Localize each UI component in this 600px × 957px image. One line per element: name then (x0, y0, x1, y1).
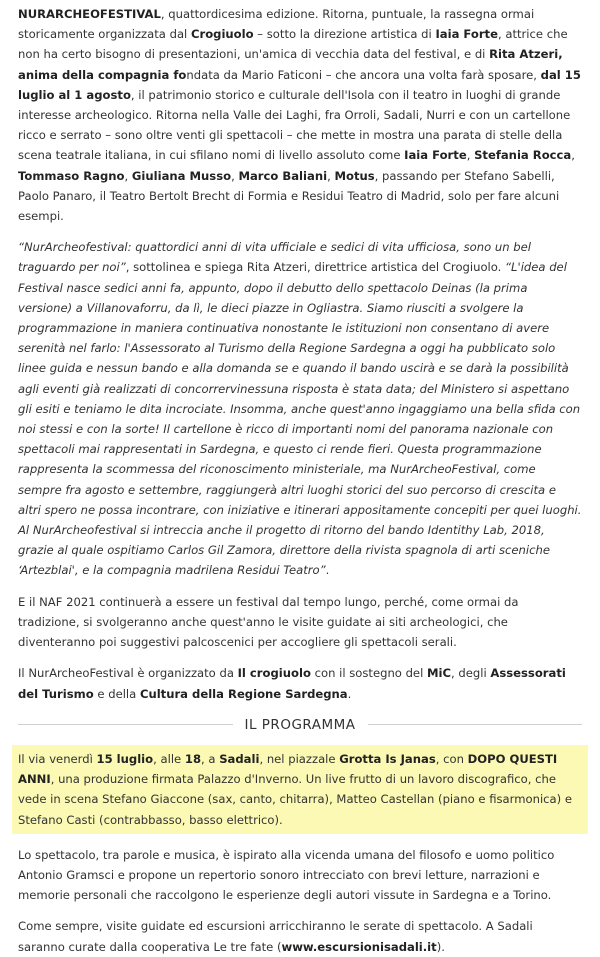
program-highlight: Il via venerdì 15 luglio, alle 18, a Sadali, nel piazzale Grotta Is Janas, con DOPO QUESTI ANNI, una produzione firmata Palazzo d'Inverno. Un live frutto di un lavoro discografico, che vede in scena Stefano Giaccone (sax, canto, chitarra), Matteo Castellan (piano e fisarmonica) e Stefano Casti (contrabbasso, basso elettrico). (12, 745, 588, 834)
naf-paragraph: E il NAF 2021 continuerà a essere un festival dal tempo lungo, perché, come ormai da tradizione, si svolgeranno anche quest'anno le visite guidate ai siti archeologici, che diventeranno poi suggestivi palcoscenici per accogliere gli spettacoli serali. (18, 594, 519, 650)
heading-rule-left (18, 724, 233, 725)
section-heading (18, 715, 582, 735)
festival-name: NURARCHEOFESTIVAL (18, 7, 161, 21)
intro-paragraph: NURARCHEOFESTIVAL, quattordicesima edizione. Ritorna, puntuale, la rassegna ormai storicamente organizzata dal Crogiuolo – sotto la direzione artistica di Iaia Forte, attrice che non ha certo bisogno di presentazioni, un'amica di vecchia data del festival, e di Rita Atzeri, anima della compagnia fondata da Mario Faticoni – che ancora una volta farà sposare, dal 15 luglio al 1 agosto, il patrimonio storico e culturale dell'Isola con il teatro in luoghi di grande interesse archeologico. Ritorna nella Valle dei Laghi, fra Orroli, Sadali, Nurri e con un cartellone ricco e serrato – sono oltre venti gli spettacoli – che mette in mostra una parata di stelle della scena teatrale italiana, in cui sfilano nomi di livello assoluto come Iaia Forte, Stefania Rocca, Tommaso Ragno, Giuliana Musso, Marco Baliani, Motus, passando per Stefano Sabelli, Paolo Panaro, il Teatro Bertolt Brecht di Formia e Residui Teatro di Madrid, solo per fare alcuni esempi. (18, 7, 581, 224)
section-heading-label: IL PROGRAMMA (244, 716, 356, 733)
gramsci-paragraph: Lo spettacolo, tra parole e musica, è ispirato alla vicenda umana del filosofo e uomo politico Antonio Gramsci e propone un repertorio sonoro intrecciato con brevi letture, narrazioni e memorie personali che raccolgono le esperienze degli autori vissute in Sardegna e a Torino. (18, 847, 555, 903)
heading-rule-right (368, 724, 583, 725)
visits-paragraph: Come sempre, visite guidate ed escursioni arricchiranno le serate di spettacolo. A Sadali saranno curate dalla cooperativa Le tre fate (www.escursionisadali.it). (18, 919, 533, 954)
quote-paragraph: “NurArcheofestival: quattordici anni di vita ufficiale e sedici di vita ufficiosa, sono un bel traguardo per noi”, sottolinea e spiega Rita Atzeri, direttrice artistica del Crogiuolo. “L'idea del Festival nasce sedici anni fa, appunto, dopo il debutto dello spettacolo Deinas (la prima versione) a Villanovaforru, da lì, le dieci piazze in Ogliastra. Siamo riusciti a svolgere la programmazione in maniera continuativa nonostante le istituzioni non consentano di avere serenità nel farlo: l'Assessorato al Turismo della Regione Sardegna a oggi ha pubblicato solo linee guida e nessun bando e alla domanda se e quando il bando uscirà e se darà la possibilità agli eventi già realizzati di concorrervinessuna risposta è stata data; del Ministero si aspettano gli esiti e teniamo le dita incrociate. Insomma, anche quest'anno ingaggiamo una bella sfida con noi stessi e con la sorte! Il cartellone è ricco di importanti nomi del panorama nazionale con spettacoli mai rappresentati in Sardegna, e questo ci rende fieri. Questa programmazione rappresenta la scommessa del riconoscimento ministeriale, ma NurArcheoFestival, come sempre fra agosto e settembre, raggiungerà altri luoghi storici del suo percorso di crescita e altri spero ne possa incontrare, con iniziative e itinerari appositamente concepiti per quei luoghi. Al NurArcheofestival si intreccia anche il progetto di ritorno del bando Identithy Lab, 2018, grazie al quale ospitiamo Carlos Gil Zamora, direttore della rivista spagnola di arti sceniche ‘Artezblai', e la compagnia madrilena Residui Teatro”. (18, 240, 582, 578)
cooperative-website: www.escursionisadali.it (281, 939, 437, 954)
organizer-paragraph: Il NurArcheoFestival è organizzato da Il crogiuolo con il sostegno del MiC, degli Assessorati del Turismo e della Cultura della Regione Sardegna. (18, 666, 566, 701)
